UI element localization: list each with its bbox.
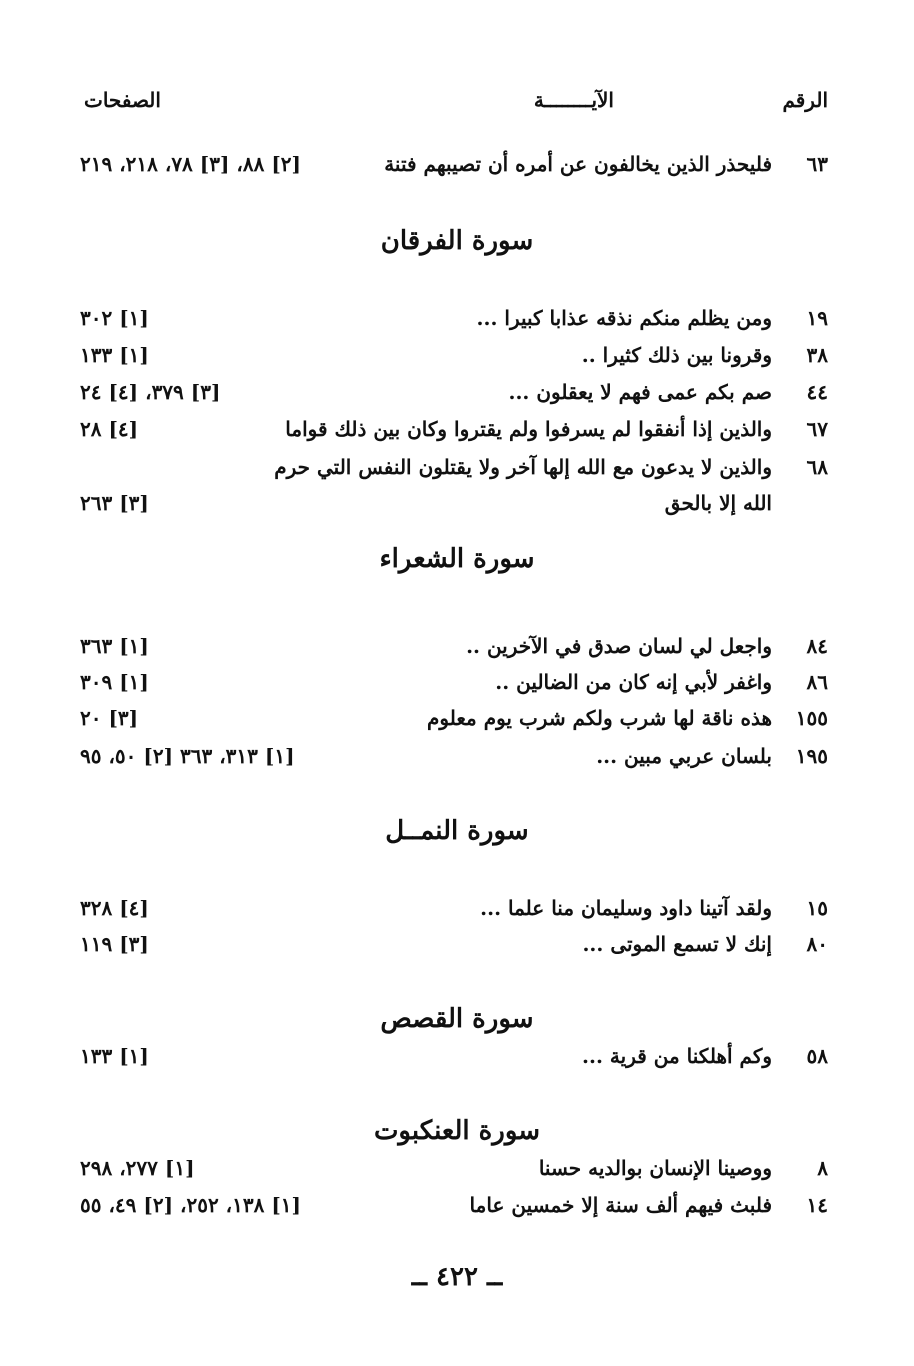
ayah-text: واجعل لي لسان صدق في الآخرين .. bbox=[466, 634, 772, 658]
ayah-text: وكم أهلكنا من قرية ... bbox=[582, 1044, 772, 1068]
ayah-text: ولقد آتينا داود وسليمان منا علما ... bbox=[480, 896, 772, 920]
surah-heading-furqan: سورة الفرقان bbox=[380, 226, 534, 256]
page-references: [١] ١٣٨، ٢٥٢، [٢] ٤٩، ٥٥ bbox=[80, 1193, 302, 1217]
index-entry bbox=[80, 744, 828, 780]
number-column-header: الرقم bbox=[782, 88, 828, 112]
index-entry bbox=[80, 343, 828, 379]
ayah-number: ٨٤ bbox=[806, 634, 828, 658]
surah-heading-naml: سورة النمــل bbox=[385, 816, 529, 846]
ayah-text: واغفر لأبي إنه كان من الضالين .. bbox=[495, 670, 772, 694]
index-entry bbox=[80, 896, 828, 932]
index-entry bbox=[80, 706, 828, 742]
ayah-number: ٦٨ bbox=[806, 455, 828, 479]
index-entry bbox=[80, 1156, 828, 1192]
ayah-number: ٨٦ bbox=[806, 670, 828, 694]
ayah-text: بلسان عربي مبين ... bbox=[596, 744, 772, 768]
ayah-text: والذين إذا أنفقوا لم يسرفوا ولم يقتروا وكان بين ذلك قواما bbox=[285, 417, 772, 441]
index-entry bbox=[80, 417, 828, 453]
page-references: [٣] ٣٧٩، [٤] ٢٤ bbox=[80, 380, 221, 404]
index-entry bbox=[80, 634, 828, 670]
ayah-text: فليحذر الذين يخالفون عن أمره أن تصيبهم فتنة bbox=[384, 152, 772, 176]
page-number: ــ ٤٢٢ ــ bbox=[411, 1262, 503, 1292]
ayah-number: ١٤ bbox=[806, 1193, 828, 1217]
ayah-number: ١٥٥ bbox=[795, 706, 828, 730]
ayah-number: ٦٣ bbox=[806, 152, 828, 176]
ayah-text: صم بكم عمى فهم لا يعقلون ... bbox=[508, 380, 772, 404]
page-references: [٤] ٢٨ bbox=[80, 417, 139, 441]
page-references: [١] ١٣٣ bbox=[80, 1044, 149, 1068]
pages-column-header: الصفحات bbox=[84, 88, 161, 112]
index-entry bbox=[80, 1044, 828, 1080]
page-references: [١] ٢٧٧، ٢٩٨ bbox=[80, 1156, 195, 1180]
ayah-column-header: الآيــــــــة bbox=[533, 88, 614, 112]
ayah-number: ١٥ bbox=[806, 896, 828, 920]
surah-heading-qasas: سورة القصص bbox=[380, 1004, 534, 1034]
page-references: [٣] ٢٦٣ bbox=[80, 491, 149, 515]
ayah-number: ٨٠ bbox=[806, 932, 828, 956]
index-entry bbox=[80, 455, 828, 491]
ayah-text: وقرونا بين ذلك كثيرا .. bbox=[581, 343, 772, 367]
ayah-number: ٣٨ bbox=[806, 343, 828, 367]
ayah-text: والذين لا يدعون مع الله إلها آخر ولا يقتلون النفس التي حرم bbox=[274, 455, 772, 479]
page-references: [١] ١٣٣ bbox=[80, 343, 149, 367]
index-entry bbox=[80, 380, 828, 416]
page-references: [١] ٣٠٩ bbox=[80, 670, 149, 694]
page-references: [١] ٣١٣، ٣٦٣ [٢] ٥٠، ٩٥ bbox=[80, 744, 295, 768]
index-entry bbox=[80, 670, 828, 706]
index-entry bbox=[80, 932, 828, 968]
ayah-text: إنك لا تسمع الموتى ... bbox=[582, 932, 772, 956]
ayah-number: ٤٤ bbox=[806, 380, 828, 404]
ayah-number: ١٩٥ bbox=[795, 744, 828, 768]
surah-heading-ankabut: سورة العنكبوت bbox=[373, 1116, 541, 1146]
page-references: [٤] ٣٢٨ bbox=[80, 896, 149, 920]
page-references: [٢] ٨٨، [٣] ٧٨، ٢١٨، ٢١٩ bbox=[80, 152, 302, 176]
ayah-number: ٥٨ bbox=[806, 1044, 828, 1068]
ayah-number: ٨ bbox=[817, 1156, 828, 1180]
ayah-number: ١٩ bbox=[806, 306, 828, 330]
surah-heading-shuara: سورة الشعراء bbox=[379, 544, 535, 574]
page-references: [٣] ١١٩ bbox=[80, 932, 149, 956]
ayah-text-continuation: الله إلا بالحق bbox=[664, 491, 772, 515]
ayah-text: ومن يظلم منكم نذقه عذابا كبيرا ... bbox=[476, 306, 772, 330]
page-references: [٣] ٢٠ bbox=[80, 706, 139, 730]
ayah-text: فلبث فيهم ألف سنة إلا خمسين عاما bbox=[469, 1193, 772, 1217]
ayah-text: هذه ناقة لها شرب ولكم شرب يوم معلوم bbox=[427, 706, 772, 730]
index-entry bbox=[80, 152, 828, 188]
index-entry bbox=[80, 306, 828, 342]
ayah-number: ٦٧ bbox=[806, 417, 828, 441]
page-references: [١] ٣٦٣ bbox=[80, 634, 149, 658]
index-entry bbox=[80, 1193, 828, 1229]
page-references: [١] ٣٠٢ bbox=[80, 306, 149, 330]
index-entry-continuation bbox=[80, 491, 828, 527]
ayah-text: ووصينا الإنسان بوالديه حسنا bbox=[538, 1156, 772, 1180]
